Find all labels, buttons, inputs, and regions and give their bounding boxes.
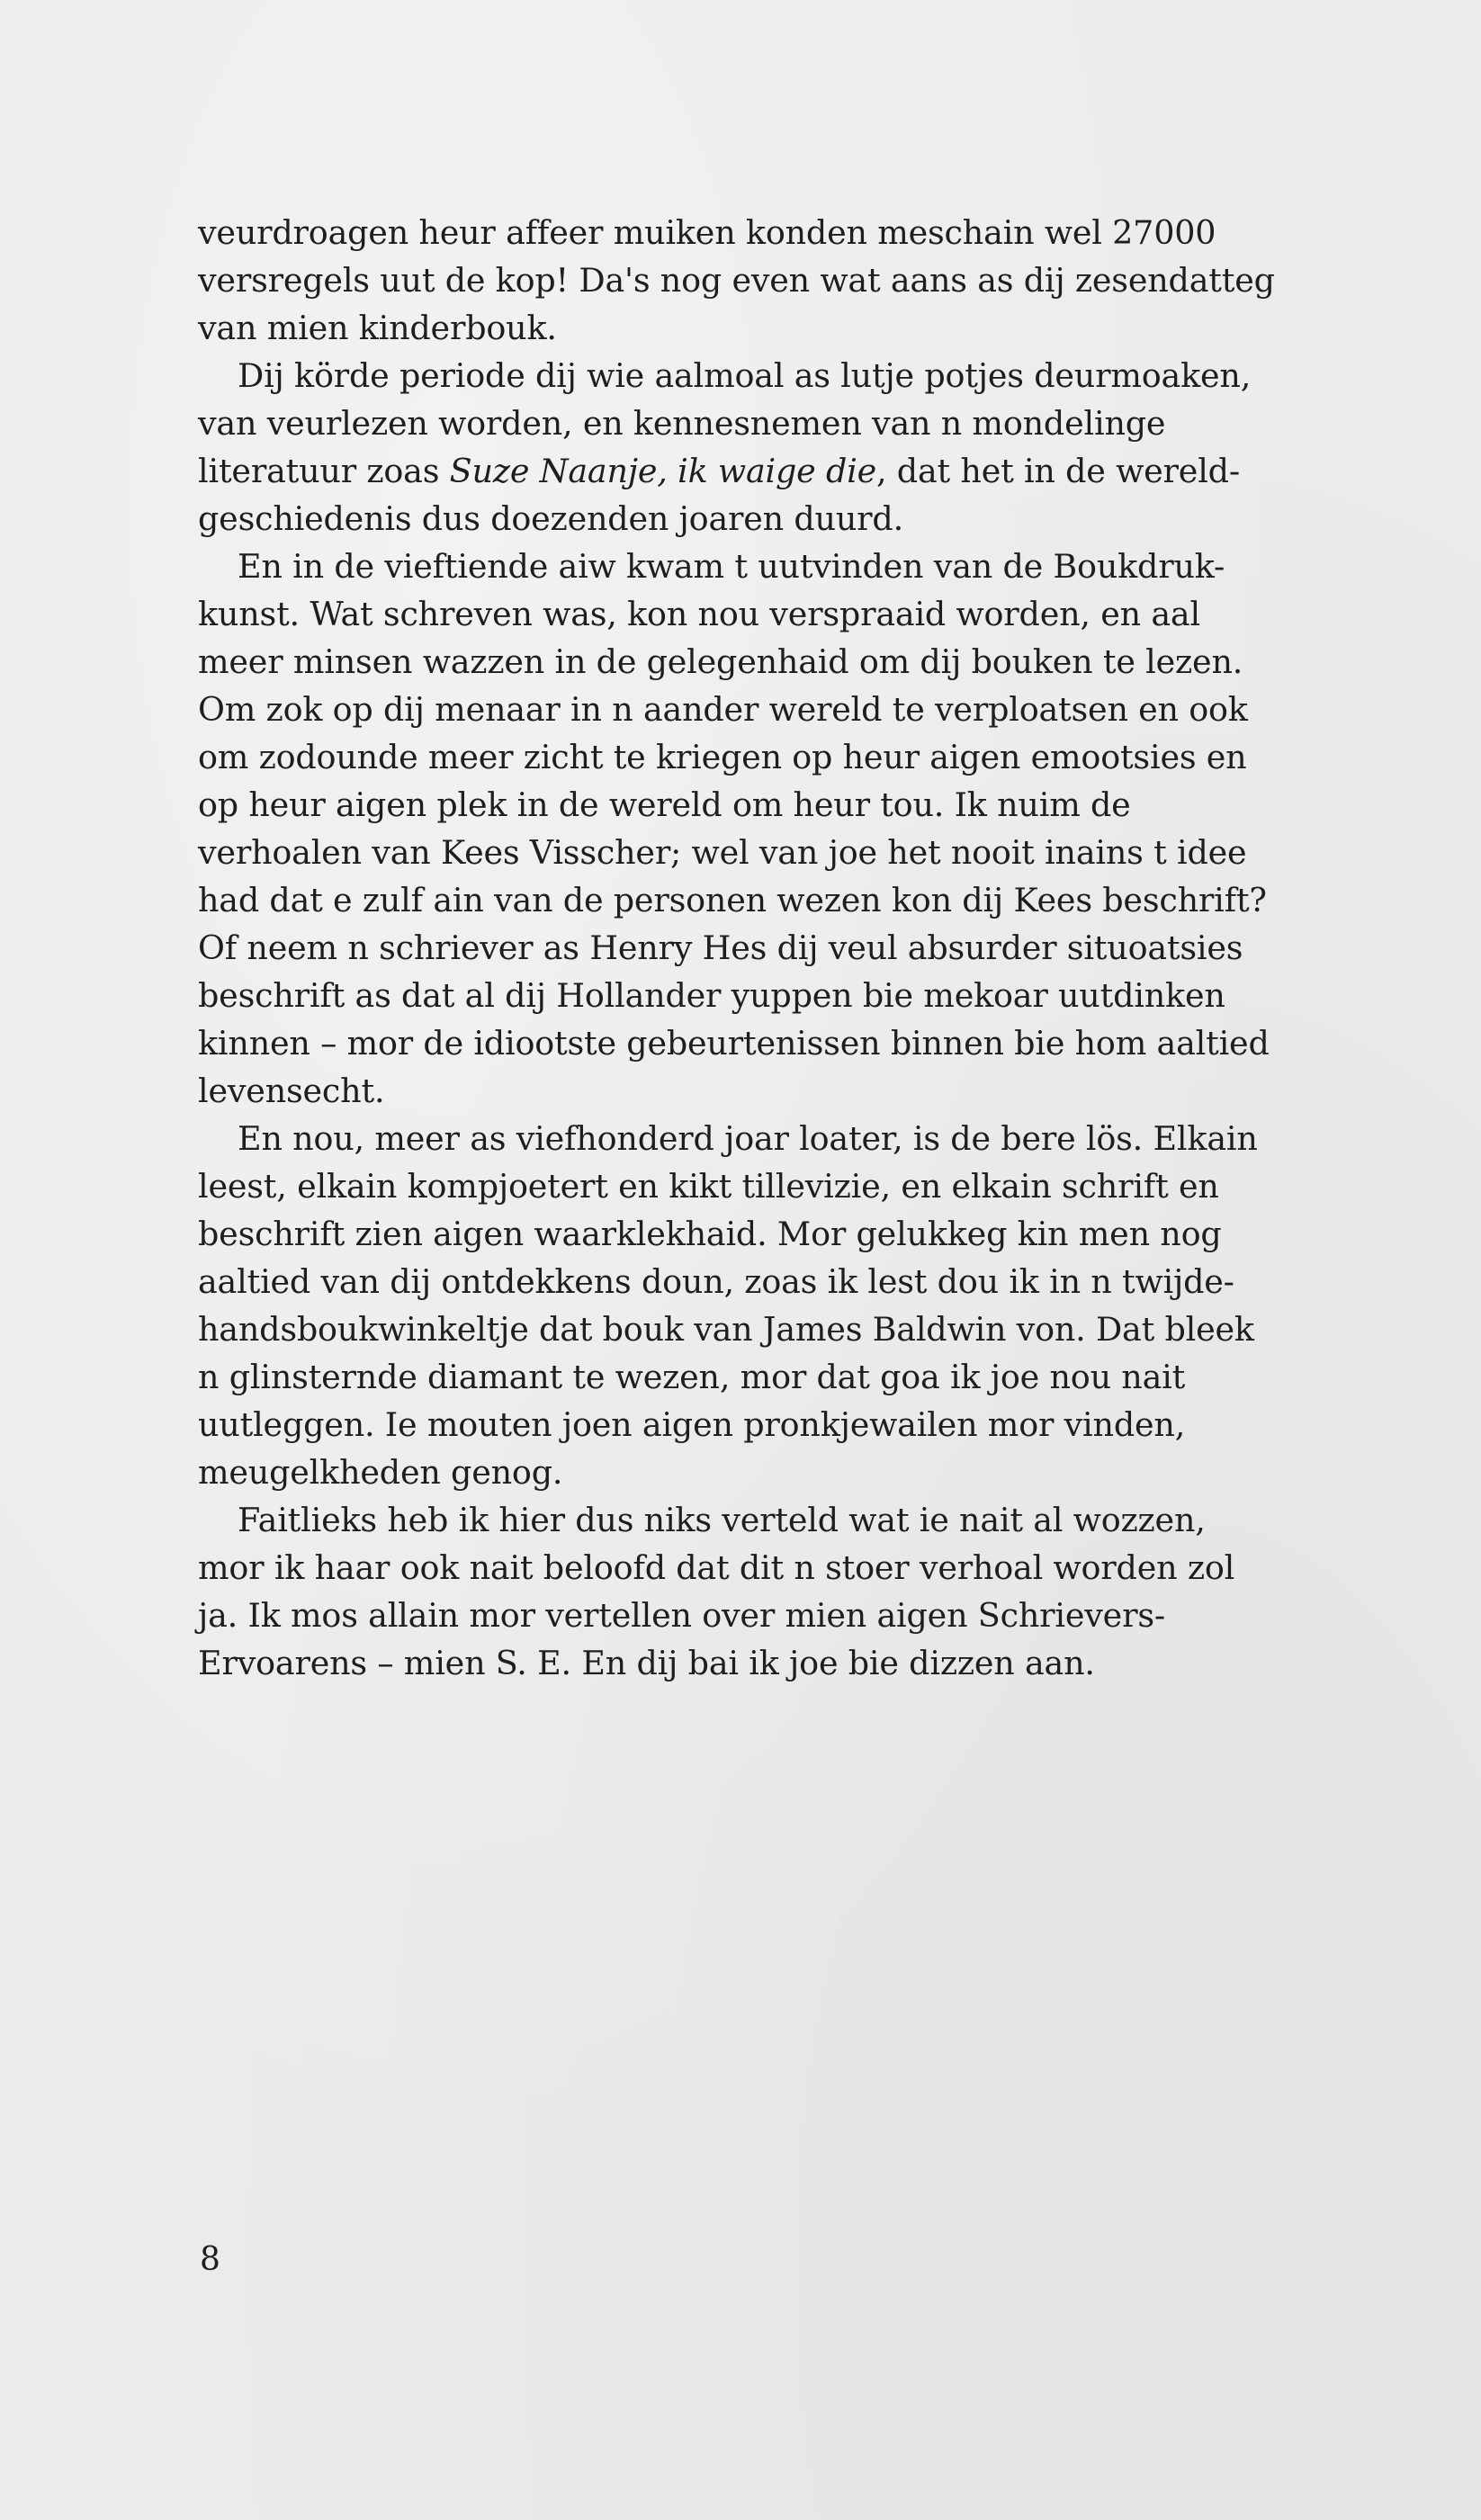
text-line: op heur aigen plek in de wereld om heur tou. Ik nuim de (198, 785, 1131, 824)
text-line: geschiedenis dus doezenden joaren duurd. (198, 499, 903, 538)
paragraph (198, 1496, 1278, 1687)
text-line: leest, elkain kompjoetert en kikt tillevizie, en elkain schrift en (198, 1167, 1219, 1206)
text-line: Faitlieks heb ik hier dus niks verteld wat ie nait al wozzen, (238, 1501, 1206, 1539)
text-line: van veurlezen worden, en kennesnemen van n mondelinge (198, 404, 1166, 443)
text-line: En nou, meer as viefhonderd joar loater, is de bere lös. Elkain (238, 1119, 1258, 1158)
text-line: aaltied van dij ontdekkens doun, zoas ik lest dou ik in n twijde- (198, 1262, 1234, 1301)
page-number: 8 (200, 2241, 220, 2278)
text-line: Dij körde periode dij wie aalmoal as lutje potjes deurmoaken, (238, 356, 1252, 395)
text-line: meugelkheden genog. (198, 1453, 563, 1492)
text-line: Ervoarens – mien S. E. En dij bai ik joe bie dizzen aan. (198, 1644, 1095, 1682)
text-line: van mien kinderbouk. (198, 309, 557, 347)
text-line: versregels uut de kop! Da's nog even wat aans as dij zesendatteg (198, 261, 1275, 300)
paragraph (198, 209, 1278, 352)
text-line: Of neem n schriever as Henry Hes dij veul absurder situoatsies (198, 928, 1243, 967)
text-line: levensecht. (198, 1072, 385, 1110)
text-line: mor ik haar ook nait beloofd dat dit n stoer verhoal worden zol (198, 1548, 1235, 1587)
text-line: meer minsen wazzen in de gelegenhaid om dij bouken te lezen. (198, 642, 1243, 681)
paragraph (198, 352, 1278, 543)
text-line: had dat e zulf ain van de personen wezen kon dij Kees beschrift? (198, 881, 1267, 919)
text-fragment: , dat het in de wereld- (875, 452, 1240, 490)
text-line: n glinsternde diamant te wezen, mor dat goa ik joe nou nait (198, 1358, 1186, 1396)
text-line: uutleggen. Ie mouten joen aigen pronkjewailen mor vinden, (198, 1405, 1186, 1444)
text-line: kunst. Wat schreven was, kon nou verspraaid worden, en aal (198, 595, 1200, 633)
text-line: ja. Ik mos allain mor vertellen over mien aigen Schrievers- (198, 1596, 1165, 1635)
text-line: handsboukwinkeltje dat bouk van James Baldwin von. Dat bleek (198, 1310, 1254, 1349)
text-line: om zodounde meer zicht te kriegen op heur aigen emootsies en (198, 738, 1247, 776)
text-fragment: literatuur zoas (198, 452, 450, 490)
paragraph (198, 543, 1278, 1115)
text-line: veurdroagen heur affeer muiken konden meschain wel 27000 (198, 213, 1216, 252)
text-line (198, 447, 1278, 495)
text-line: Om zok op dij menaar in n aander wereld te verploatsen en ook (198, 690, 1248, 729)
text-line: kinnen – mor de idiootste gebeurtenissen binnen bie hom aaltied (198, 1024, 1270, 1063)
italic-title: Suze Naanje, ik waige die (449, 452, 876, 490)
text-line: beschrift as dat al dij Hollander yuppen bie mekoar uutdinken (198, 976, 1225, 1015)
body-text (198, 209, 1278, 1687)
text-line: En in de vieftiende aiw kwam t uutvinden van de Boukdruk- (238, 547, 1225, 586)
text-line: verhoalen van Kees Visscher; wel van joe het nooit inains t idee (198, 833, 1247, 872)
text-line: beschrift zien aigen waarklekhaid. Mor gelukkeg kin men nog (198, 1215, 1222, 1253)
paragraph (198, 1115, 1278, 1496)
